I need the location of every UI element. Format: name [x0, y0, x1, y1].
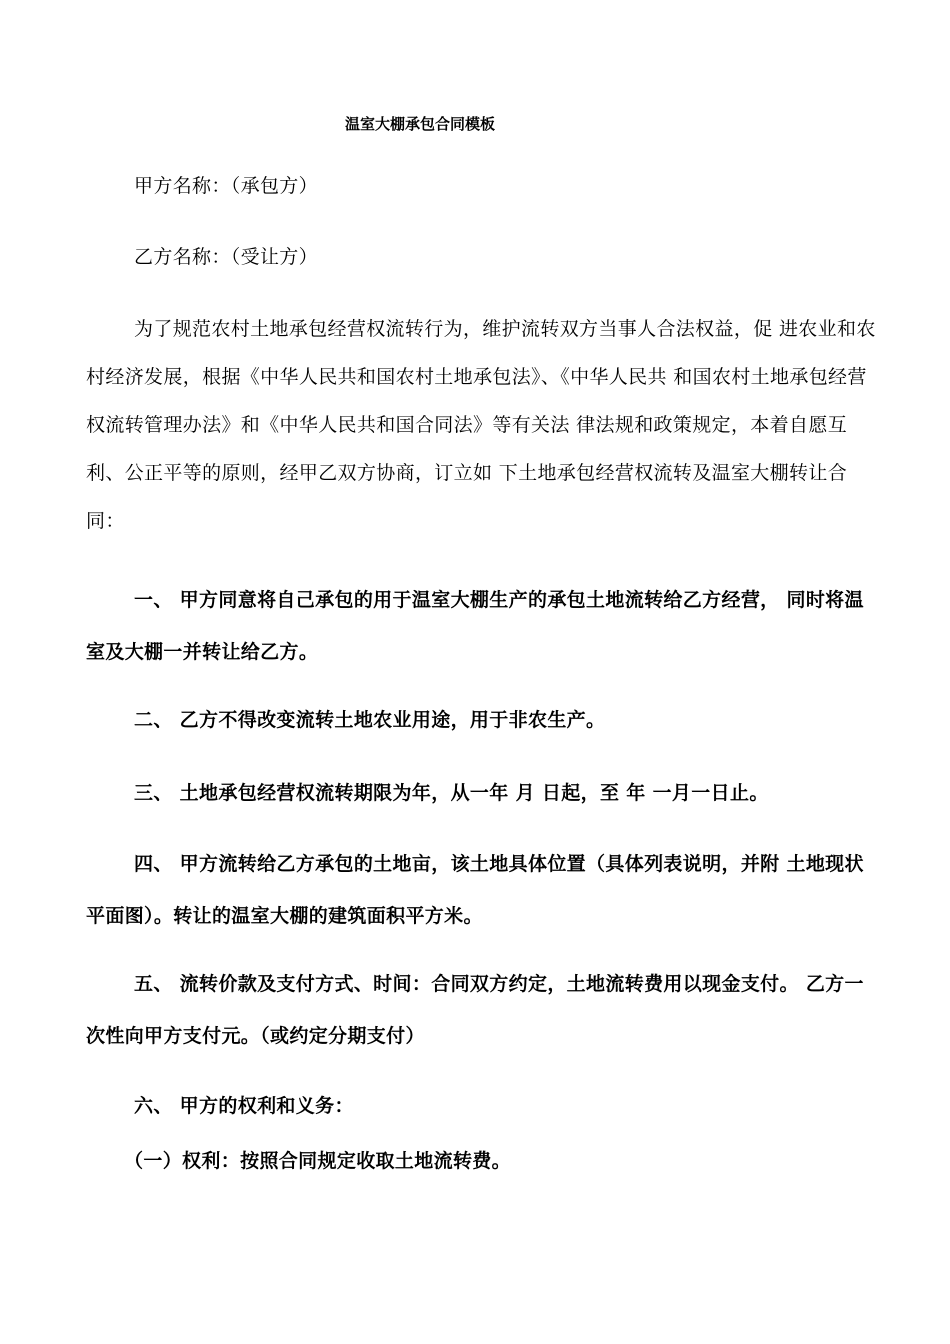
clause-2: 二、 乙方不得改变流转土地农业用途，用于非农生产。 [134, 709, 606, 731]
party-b-line: 乙方名称：（受让方） [134, 246, 319, 268]
clause-6-right: （一）权利：按照合同规定收取土地流转费。 [124, 1150, 512, 1172]
clause-4: 四、 甲方流转给乙方承包的土地亩，该土地具体位置（具体列表说明，并附 土地现状平面图）。转让的温室大棚的建筑面积平方米。 [86, 853, 864, 927]
preamble-paragraph: 为了规范农村土地承包经营权流转行为，维护流转双方当事人合法权益，促 进农业和农村经济发展，根据《中华人民共和国农村土地承包法》、《中华人民共 和国农村土地承包经营权流转管理办法》和《中华人民共和国合同法》等有关法 律法规和政策规定，本着自愿互利、公正平等的原则，经甲乙双方协商，订立如 下土地承包经营权流转及温室大棚转让合同： [86, 318, 876, 532]
clause-5: 五、 流转价款及支付方式、时间：合同双方约定，土地流转费用以现金支付。 乙方一次性向甲方支付元。（或约定分期支付） [86, 973, 864, 1047]
clause-3: 三、 土地承包经营权流转期限为年，从一年 月 日起，至 年 一月一日止。 [134, 782, 769, 804]
document-title: 温室大棚承包合同模板 [344, 115, 495, 133]
clause-1: 一、 甲方同意将自己承包的用于温室大棚生产的承包土地流转给乙方经营， 同时将温室及大棚一并转让给乙方。 [86, 589, 864, 663]
party-a-line: 甲方名称：（承包方） [134, 175, 319, 197]
clause-6-heading: 六、 甲方的权利和义务： [134, 1095, 354, 1117]
